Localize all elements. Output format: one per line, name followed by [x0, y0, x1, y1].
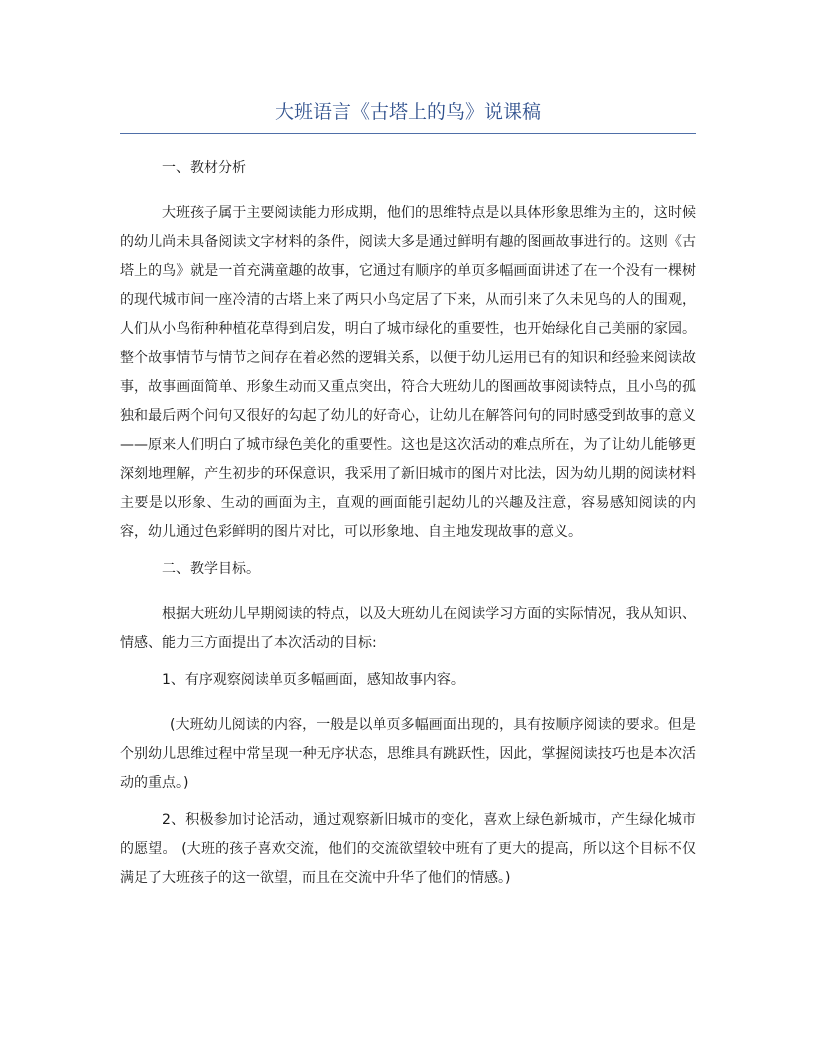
goal-item-1: 1、有序观察阅读单页多幅画面，感知故事内容。	[162, 672, 465, 688]
paragraph-goals-intro: 根据大班幼儿早期阅读的特点，以及大班幼儿在阅读学习方面的实际情况，我从知识、情感、能力三方面提出了本次活动的目标:	[120, 606, 696, 651]
paragraph-goal-1-note: (大班幼儿阅读的内容，一般是以单页多幅画面出现的，具有按顺序阅读的要求。但是个别幼儿思维过程中常呈现一种无序状态，思维具有跳跃性，因此，掌握阅读技巧也是本次活动的重点。)	[120, 717, 696, 791]
section-heading-teaching-goals: 二、教学目标。	[162, 561, 260, 577]
title-underline	[120, 133, 696, 134]
goal-item-2: 2、积极参加讨论活动，通过观察新旧城市的变化，喜欢上绿色新城市，产生绿化城市的愿望。 (大班的孩子喜欢交流，他们的交流欲望较中班有了更大的提高，所以这个目标不仅满足了大班孩子的这一欲望，而且在交流中升华了他们的情感。)	[120, 812, 696, 886]
document-body	[120, 154, 696, 901]
section-heading-materials-analysis: 一、教材分析	[162, 160, 246, 176]
paragraph-materials-analysis: 大班孩子属于主要阅读能力形成期，他们的思维特点是以具体形象思维为主的，这时候的幼儿尚未具备阅读文字材料的条件，阅读大多是通过鲜明有趣的图画故事进行的。这则《古塔上的鸟》就是一首充满童趣的故事，它通过有顺序的单页多幅画面讲述了在一个没有一棵树的现代城市间一座冷清的古塔上来了两只小鸟定居了下来，从而引来了久未见鸟的人的围观，人们从小鸟衔种种植花草得到启发，明白了城市绿化的重要性，也开始绿化自己美丽的家园。整个故事情节与情节之间存在着必然的逻辑关系，以便于幼儿运用已有的知识和经验来阅读故事，故事画面简单、形象生动而又重点突出，符合大班幼儿的图画故事阅读特点，且小鸟的孤独和最后两个问句又很好的勾起了幼儿的好奇心，让幼儿在解答问句的同时感受到故事的意义——原来人们明白了城市绿色美化的重要性。这也是这次活动的难点所在，为了让幼儿能够更深刻地理解，产生初步的环保意识，我采用了新旧城市的图片对比法，因为幼儿期的阅读材料主要是以形象、生动的画面为主，直观的画面能引起幼儿的兴趣及注意，容易感知阅读的内容，幼儿通过色彩鲜明的图片对比，可以形象地、自主地发现故事的意义。	[120, 205, 696, 540]
document-title: 大班语言《古塔上的鸟》说课稿	[274, 101, 541, 123]
